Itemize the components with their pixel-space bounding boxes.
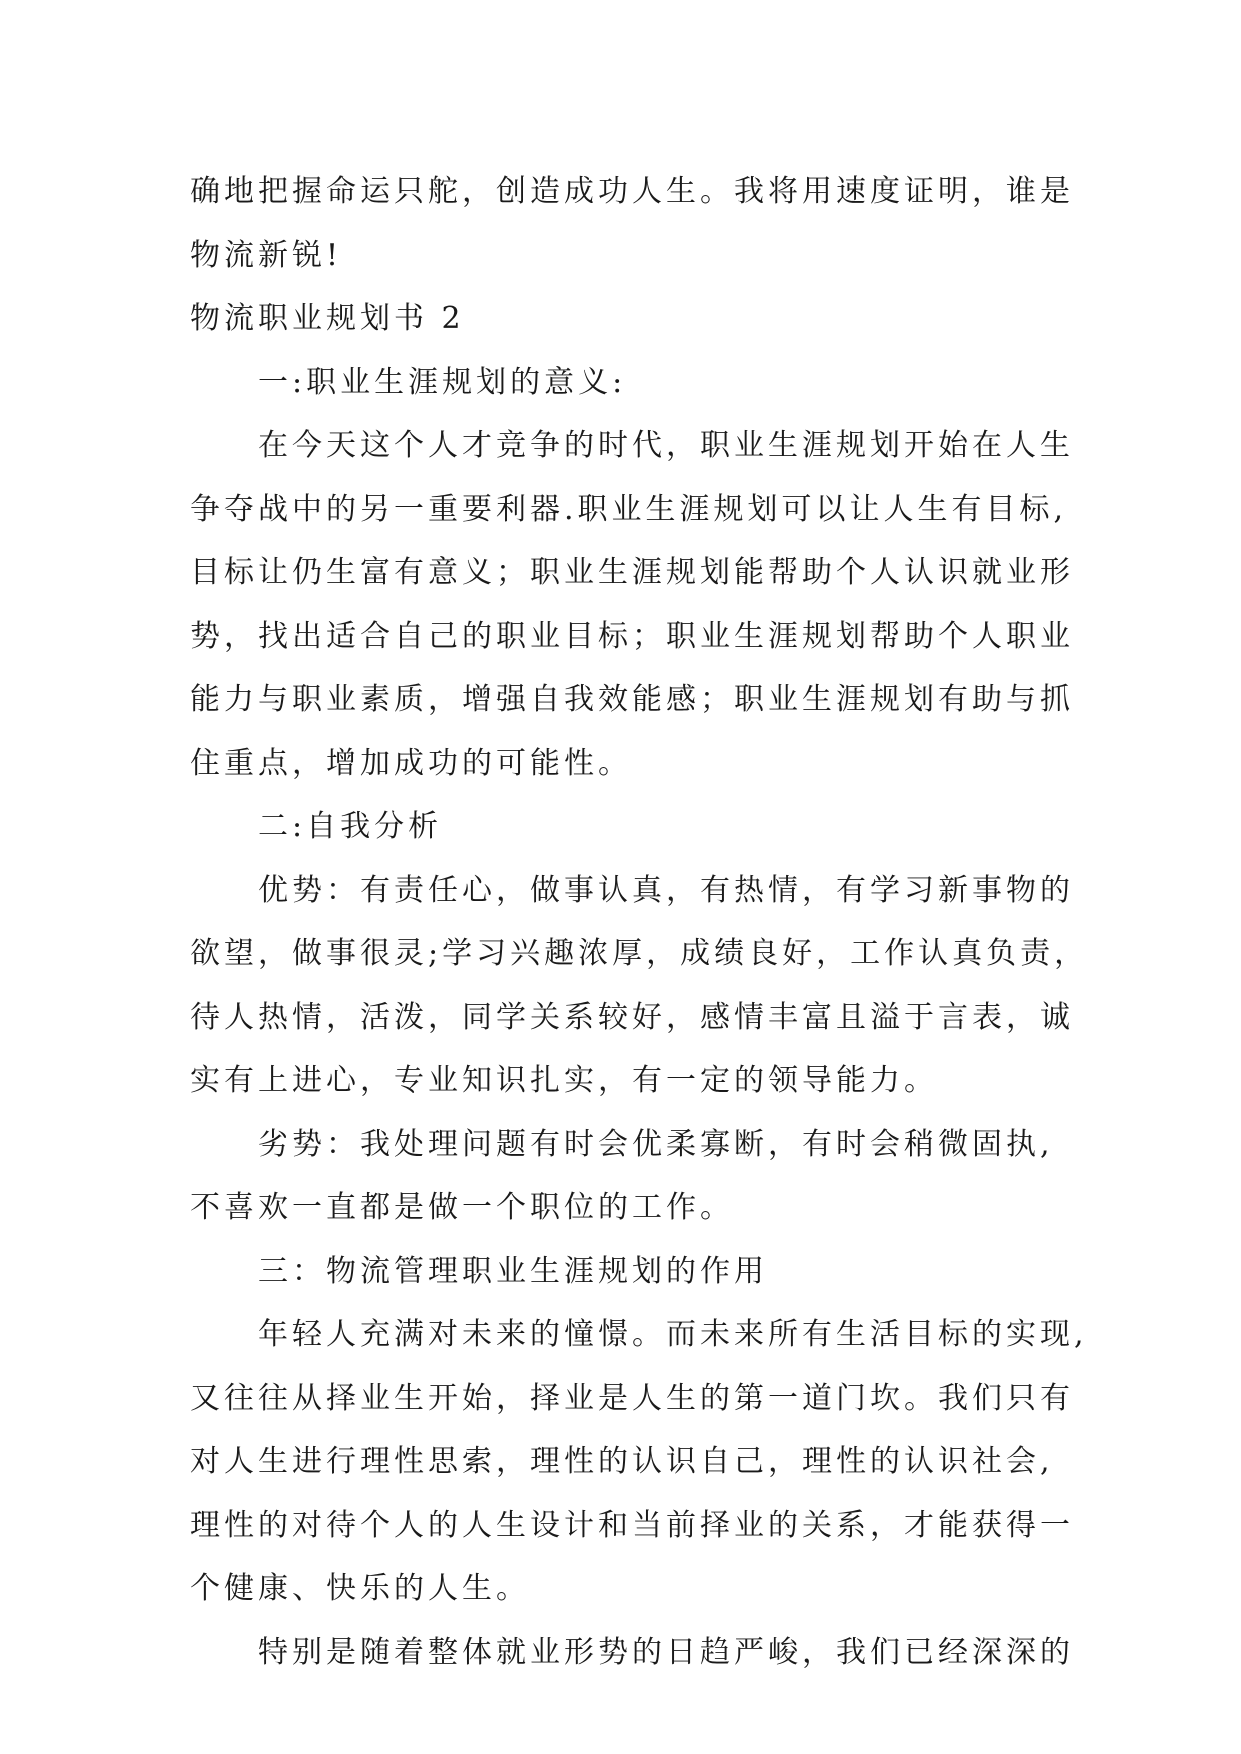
text-line: 争夺战中的另一重要利器.职业生涯规划可以让人生有目标, bbox=[190, 491, 1068, 527]
text-line: 理性的对待个人的人生设计和当前择业的关系，才能获得一 bbox=[190, 1507, 1074, 1543]
text-line: 待人热情，活泼，同学关系较好，感情丰富且溢于言表，诚 bbox=[190, 999, 1074, 1035]
text-line: 优势：有责任心，做事认真，有热情，有学习新事物的 bbox=[258, 872, 1074, 908]
text-line: 又往往从择业生开始，择业是人生的第一道门坎。我们只有 bbox=[190, 1380, 1074, 1416]
text-line: 三：物流管理职业生涯规划的作用 bbox=[258, 1253, 768, 1289]
text-line: 目标让仍生富有意义；职业生涯规划能帮助个人认识就业形 bbox=[190, 555, 1074, 590]
text-line: 年轻人充满对未来的憧憬。而未来所有生活目标的实现, bbox=[258, 1317, 1088, 1352]
text-line: 确地把握命运只舵，创造成功人生。我将用速度证明，谁是 bbox=[190, 174, 1074, 209]
text-line: 欲望，做事很灵;学习兴趣浓厚，成绩良好，工作认真负责， bbox=[190, 936, 1089, 971]
text-line: 势，找出适合自己的职业目标；职业生涯规划帮助个人职业 bbox=[190, 618, 1074, 654]
text-line: 实有上进心，专业知识扎实，有一定的领导能力。 bbox=[190, 1063, 938, 1098]
text-line: 对人生进行理性思索，理性的认识自己，理性的认识社会, bbox=[190, 1444, 1054, 1479]
text-line: 在今天这个人才竞争的时代，职业生涯规划开始在人生 bbox=[258, 428, 1074, 463]
text-line: 一:职业生涯规划的意义: bbox=[258, 364, 627, 400]
text-line: 物流新锐! bbox=[190, 237, 343, 273]
text-line: 物流职业规划书 2 bbox=[190, 301, 465, 336]
text-line: 二:自我分析 bbox=[258, 809, 443, 844]
document-body bbox=[190, 160, 1089, 1684]
text-line: 能力与职业素质，增强自我效能感；职业生涯规划有助与抓 bbox=[190, 682, 1074, 717]
text-line: 劣势：我处理问题有时会优柔寡断，有时会稍微固执, bbox=[258, 1126, 1054, 1162]
text-line: 不喜欢一直都是做一个职位的工作。 bbox=[190, 1190, 734, 1225]
text-line: 个健康、快乐的人生。 bbox=[190, 1571, 530, 1606]
text-line: 特别是随着整体就业形势的日趋严峻，我们已经深深的 bbox=[258, 1634, 1074, 1670]
text-line: 住重点，增加成功的可能性。 bbox=[190, 745, 632, 781]
